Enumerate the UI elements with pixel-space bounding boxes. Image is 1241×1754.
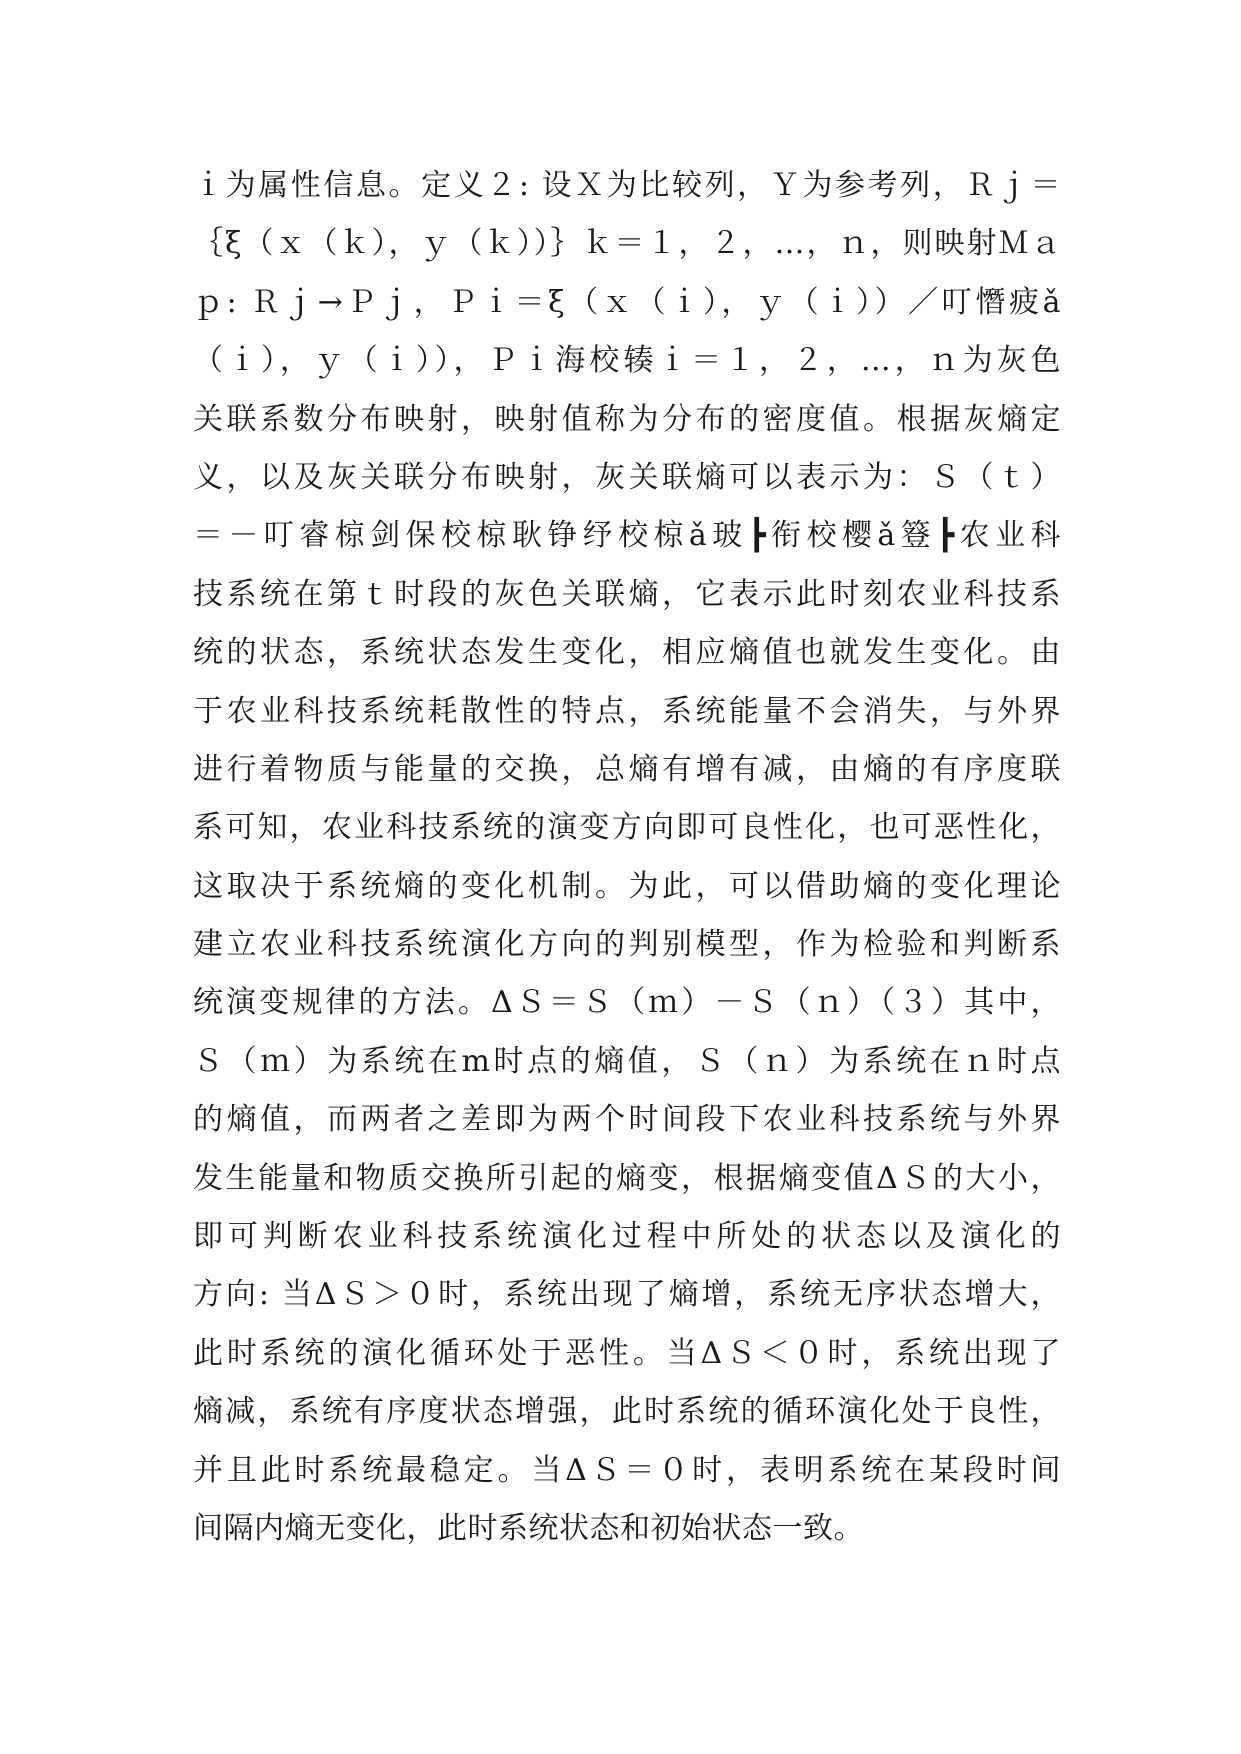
text-line: ｛ξ（ｘ（ｋ），ｙ（ｋ））｝ｋ＝１，２，…，ｎ，则映射Ｍａ bbox=[193, 226, 1061, 262]
text-line: 即可判断农业科技系统演化过程中所处的状态以及演化的 bbox=[193, 1219, 1061, 1255]
text-line: ｐ: Ｒｊ→Ｐｊ，Ｐｉ＝ξ（ｘ（ｉ），ｙ（ｉ））／叮憯疲ǎ bbox=[193, 284, 1061, 320]
text-line: 的熵值，而两者之差即为两个时间段下农业科技系统与外界 bbox=[193, 1102, 1061, 1138]
text-line: 技系统在第ｔ时段的灰色关联熵，它表示此时刻农业科技系 bbox=[193, 576, 1061, 612]
text-line: 方向: 当ΔＳ＞０时，系统出现了熵增，系统无序状态增大， bbox=[193, 1277, 1061, 1313]
text-line: 于农业科技系统耗散性的特点，系统能量不会消失，与外界 bbox=[193, 693, 1061, 729]
text-line: 进行着物质与能量的交换，总熵有增有减，由熵的有序度联 bbox=[193, 751, 1061, 787]
text-line: 此时系统的演化循环处于恶性。当ΔＳ＜０时，系统出现了 bbox=[193, 1335, 1061, 1371]
text-line: 间隔内熵无变化，此时系统状态和初始状态一致。 bbox=[193, 1510, 864, 1546]
text-line: 统演变规律的方法。ΔＳ＝Ｓ（ｍ）－Ｓ（ｎ）（３）其中， bbox=[193, 985, 1061, 1021]
body-paragraph bbox=[193, 157, 1061, 1558]
text-line: 系可知，农业科技系统的演变方向即可良性化，也可恶性化， bbox=[193, 810, 1061, 846]
text-line: 并且此时系统最稳定。当ΔＳ＝０时，表明系统在某段时间 bbox=[193, 1452, 1061, 1488]
text-line: 熵减，系统有序度状态增强，此时系统的循环演化处于良性， bbox=[193, 1394, 1061, 1430]
text-line: ＝－叮睿椋剑保校椋耿铮纾校椋ǎ玻┣衔校樱ǎ簦┣农业科 bbox=[193, 518, 1061, 554]
text-line: 建立农业科技系统演化方向的判别模型，作为检验和判断系 bbox=[193, 927, 1061, 963]
text-line: Ｓ（ｍ）为系统在m时点的熵值，Ｓ（ｎ）为系统在ｎ时点 bbox=[193, 1043, 1061, 1079]
text-line: （ｉ），ｙ（ｉ）），Ｐｉ海校辏ｉ＝１，２，…，ｎ为灰色 bbox=[193, 343, 1061, 379]
text-line: 这取决于系统熵的变化机制。为此，可以借助熵的变化理论 bbox=[193, 868, 1061, 904]
text-line: ｉ为属性信息。定义２: 设Ｘ为比较列，Ｙ为参考列，Ｒｊ＝ bbox=[193, 168, 1061, 203]
text-line: 发生能量和物质交换所引起的熵变，根据熵变值ΔＳ的大小， bbox=[193, 1160, 1061, 1196]
text-line: 义，以及灰关联分布映射，灰关联熵可以表示为：Ｓ（ｔ） bbox=[193, 459, 1061, 495]
text-line: 统的状态，系统状态发生变化，相应熵值也就发生变化。由 bbox=[193, 635, 1061, 671]
text-line: 关联系数分布映射，映射值称为分布的密度值。根据灰熵定 bbox=[193, 401, 1061, 437]
